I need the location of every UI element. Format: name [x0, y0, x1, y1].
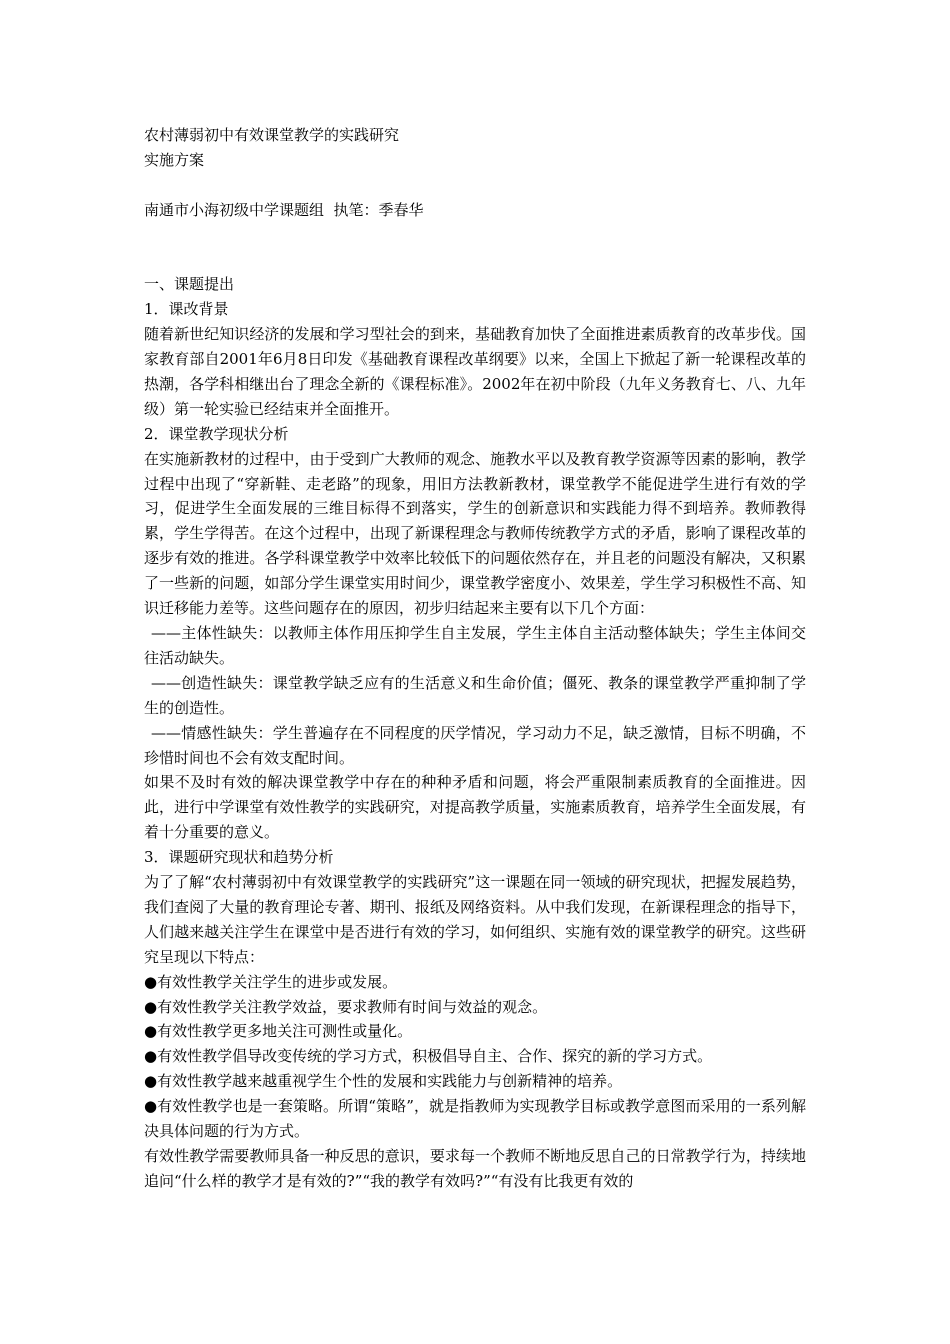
document-body	[144, 123, 806, 1194]
bullet-item: ●有效性教学关注教学效益，要求教师有时间与效益的观念。	[144, 997, 548, 1016]
author-line: 南通市小海初级中学课题组 执笔：季春华	[144, 200, 424, 219]
paragraph: 为了了解“农村薄弱初中有效课堂教学的实践研究”这一课题在同一领域的研究现状，把握发展趋势，我们查阅了大量的教育理论专著、期刊、报纸及网络资料。从中我们发现，在新课程理念的指导下，人们越来越关注学生在课堂中是否进行有效的学习，如何组织、实施有效的课堂教学的研究。这些研究呈现以下特点：	[144, 873, 806, 966]
bullet-item: ●有效性教学倡导改变传统的学习方式，积极倡导自主、合作、探究的新的学习方式。	[144, 1047, 713, 1066]
bullet-item: ●有效性教学越来越重视学生个性的发展和实践能力与创新精神的培养。	[144, 1072, 623, 1091]
bullet-item: ●有效性教学也是一套策略。所谓“策略”，就是指教师为实现教学目标或教学意图而采用的一系列解决具体问题的行为方式。	[144, 1097, 806, 1141]
spacer	[144, 223, 806, 273]
subsection-heading: 2．课堂教学现状分析	[144, 424, 289, 443]
paragraph: 有效性教学需要教师具备一种反思的意识，要求每一个教师不断地反思自己的日常教学行为，持续地追问“什么样的教学才是有效的?”“我的教学有效吗?”“有没有比我更有效的	[144, 1147, 806, 1190]
document-title: 农村薄弱初中有效课堂教学的实践研究	[144, 126, 400, 144]
paragraph: 随着新世纪知识经济的发展和学习型社会的到来，基础教育加快了全面推进素质教育的改革步伐。国家教育部自2001年6月8日印发《基础教育课程改革纲要》以来，全国上下掀起了新一轮课程改革的热潮，各学科相继出台了理念全新的《课程标准》。2002年在初中阶段（九年义务教育七、八、九年级）第一轮实验已经结束并全面推开。	[144, 325, 806, 418]
list-item: ——情感性缺失：学生普遍存在不同程度的厌学情况，学习动力不足，缺乏激情，目标不明确，不珍惜时间也不会有效支配时间。	[144, 723, 806, 767]
section-heading: 一、课题提出	[144, 275, 235, 294]
subsection-heading: 1．课改背景	[144, 300, 229, 319]
bullet-item: ●有效性教学更多地关注可测性或量化。	[144, 1022, 413, 1041]
spacer	[144, 173, 806, 198]
paragraph: 在实施新教材的过程中，由于受到广大教师的观念、施教水平以及教育教学资源等因素的影响，教学过程中出现了“穿新鞋、走老路”的现象，用旧方法教新教材，课堂教学不能促进学生进行有效的学习，促进学生全面发展的三维目标得不到落实，学生的创新意识和实践能力得不到培养。教师教得累，学生学得苦。在这个过程中，出现了新课程理念与教师传统教学方式的矛盾，影响了课程改革的逐步有效的推进。各学科课堂教学中效率比较低下的问题依然存在，并且老的问题没有解决，又积累了一些新的问题，如部分学生课堂实用时间少，课堂教学密度小、效果差，学生学习积极性不高、知识迁移能力差等。这些问题存在的原因，初步归结起来主要有以下几个方面：	[144, 449, 806, 618]
subsection-heading: 3．课题研究现状和趋势分析	[144, 848, 334, 867]
list-item: ——创造性缺失：课堂教学缺乏应有的生活意义和生命价值；僵死、教条的课堂教学严重抑制了学生的创造性。	[144, 673, 806, 717]
paragraph: 如果不及时有效的解决课堂教学中存在的种种矛盾和问题，将会严重限制素质教育的全面推进。因此，进行中学课堂有效性教学的实践研究，对提高教学质量，实施素质教育，培养学生全面发展，有着十分重要的意义。	[144, 773, 806, 842]
bullet-item: ●有效性教学关注学生的进步或发展。	[144, 972, 398, 991]
list-item: ——主体性缺失：以教师主体作用压抑学生自主发展，学生主体自主活动整体缺失；学生主体间交往活动缺失。	[144, 624, 806, 667]
document-subtitle: 实施方案	[144, 150, 205, 169]
